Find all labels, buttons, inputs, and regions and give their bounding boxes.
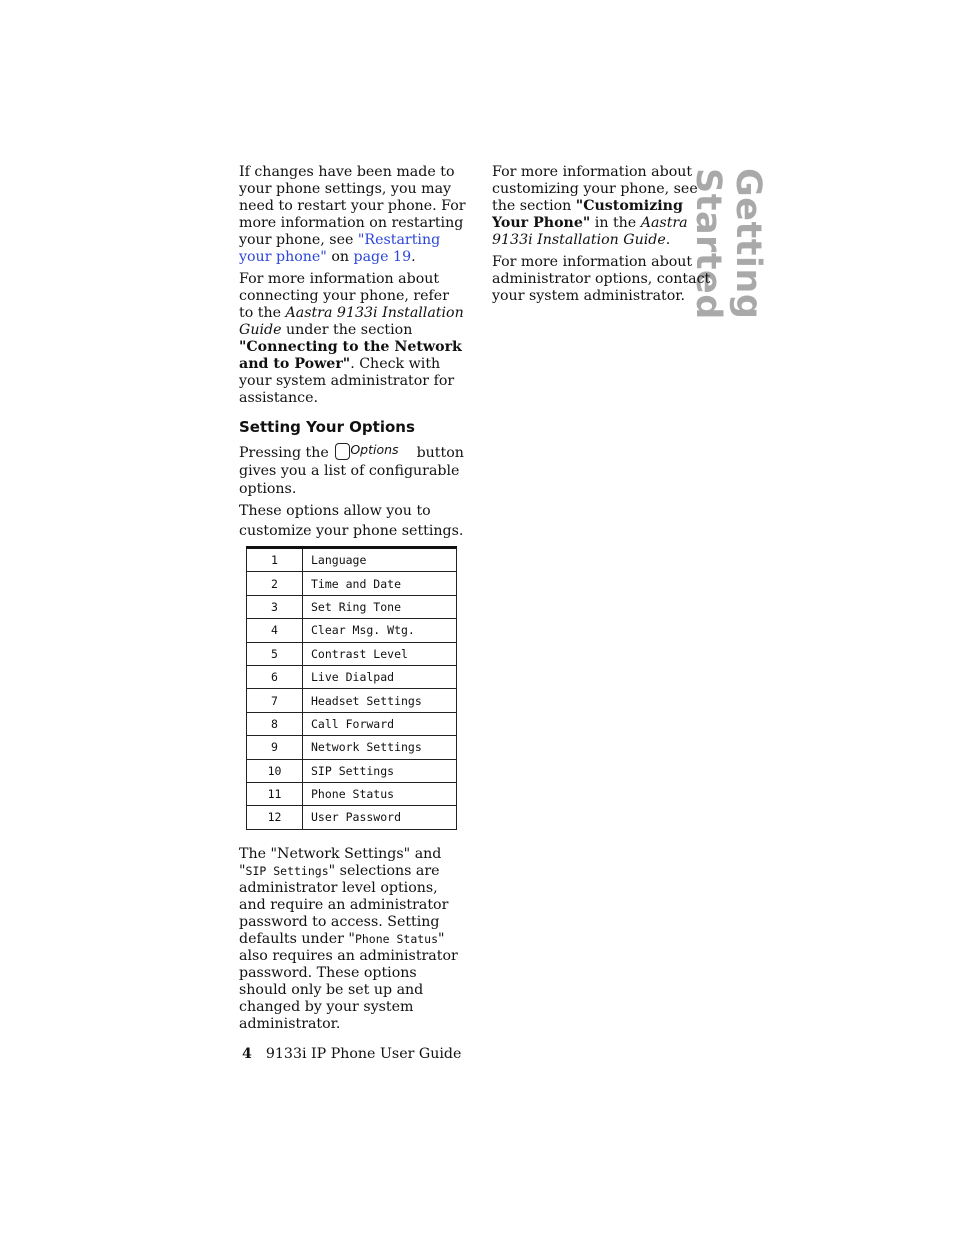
guide-title: Aastra 9133i Installation Guide <box>239 305 464 338</box>
table-row <box>247 806 457 829</box>
table-row <box>247 736 457 759</box>
option-number: 6 <box>247 665 303 688</box>
option-number: 2 <box>247 572 303 595</box>
option-label: Contrast Level <box>303 642 457 665</box>
text: For more information about customizing your phone, see the section <box>492 164 698 214</box>
options-key-label: Options <box>350 442 399 457</box>
table-row <box>247 572 457 595</box>
option-number: 4 <box>247 619 303 642</box>
option-number: 5 <box>247 642 303 665</box>
table-row <box>247 689 457 712</box>
section-heading: Setting Your Options <box>239 418 415 436</box>
option-number: 1 <box>247 548 303 572</box>
options-intro-paragraph: These options allow you to customize your phone settings. <box>239 503 464 539</box>
option-number: 7 <box>247 689 303 712</box>
table-row <box>247 665 457 688</box>
table-row <box>247 712 457 735</box>
text: " selections are administrator level options, and require an administrator password to access. Setting defaults under " <box>239 863 449 947</box>
footer-title: 9133i IP Phone User Guide <box>265 1046 462 1062</box>
option-label: SIP Settings <box>303 759 457 782</box>
chapter-tab-title: Getting Started <box>688 168 768 320</box>
sip-settings-label: SIP Settings <box>245 864 329 878</box>
option-number: 11 <box>247 782 303 805</box>
page-number: 4 <box>242 1046 252 1062</box>
admin-note-paragraph <box>239 846 467 1033</box>
text: Pressing the <box>239 445 334 461</box>
table-row <box>247 548 457 572</box>
option-number: 8 <box>247 712 303 735</box>
softkey-button-icon <box>335 443 350 460</box>
option-label: User Password <box>303 806 457 829</box>
left-column <box>239 164 467 546</box>
table-row <box>247 642 457 665</box>
restart-paragraph <box>239 164 467 266</box>
option-number: 3 <box>247 595 303 618</box>
options-table <box>246 546 457 830</box>
text: For more information about connecting your phone, refer to the <box>239 271 449 321</box>
text: under the section <box>281 322 413 338</box>
text: " also requires an administrator password. These options should only be set up and changed by your system administrator. <box>239 931 458 1032</box>
option-number: 10 <box>247 759 303 782</box>
text: . <box>665 232 671 248</box>
text: The "Network Settings" and " <box>239 846 442 879</box>
guide-title: Aastra 9133i Installation Guide <box>492 215 688 248</box>
customizing-paragraph <box>492 164 722 249</box>
text: in the <box>590 215 641 231</box>
table-row <box>247 782 457 805</box>
table-row <box>247 759 457 782</box>
connecting-paragraph <box>239 271 467 407</box>
option-label: Live Dialpad <box>303 665 457 688</box>
text: . Check with your system administrator for assistance. <box>239 356 455 406</box>
admin-options-paragraph: For more information about administrator options, contact your system administrator. <box>492 254 711 304</box>
option-number: 9 <box>247 736 303 759</box>
text: on <box>326 249 354 265</box>
option-label: Clear Msg. Wtg. <box>303 619 457 642</box>
option-label: Phone Status <box>303 782 457 805</box>
option-label: Time and Date <box>303 572 457 595</box>
phone-status-label: Phone Status <box>354 932 439 946</box>
page-footer <box>242 1046 461 1062</box>
option-number: 12 <box>247 806 303 829</box>
page-19-link[interactable]: page 19 <box>353 249 412 265</box>
text: If changes have been made to your phone settings, you may need to restart your phone. For more information on restarting your phone, see <box>239 164 466 248</box>
table-row <box>247 595 457 618</box>
text: . <box>411 249 416 265</box>
right-column <box>492 164 722 310</box>
section-reference: "Connecting to the Network and to Power" <box>239 339 462 372</box>
option-label: Set Ring Tone <box>303 595 457 618</box>
option-label: Headset Settings <box>303 689 457 712</box>
option-label: Language <box>303 548 457 572</box>
table-row <box>247 619 457 642</box>
text: button gives you a list of configurable options. <box>239 445 464 497</box>
option-label: Network Settings <box>303 736 457 759</box>
section-reference: "Customizing Your Phone" <box>492 198 683 231</box>
options-key-paragraph <box>239 443 467 498</box>
option-label: Call Forward <box>303 712 457 735</box>
restarting-phone-link[interactable]: "Restarting your phone" <box>239 232 441 265</box>
